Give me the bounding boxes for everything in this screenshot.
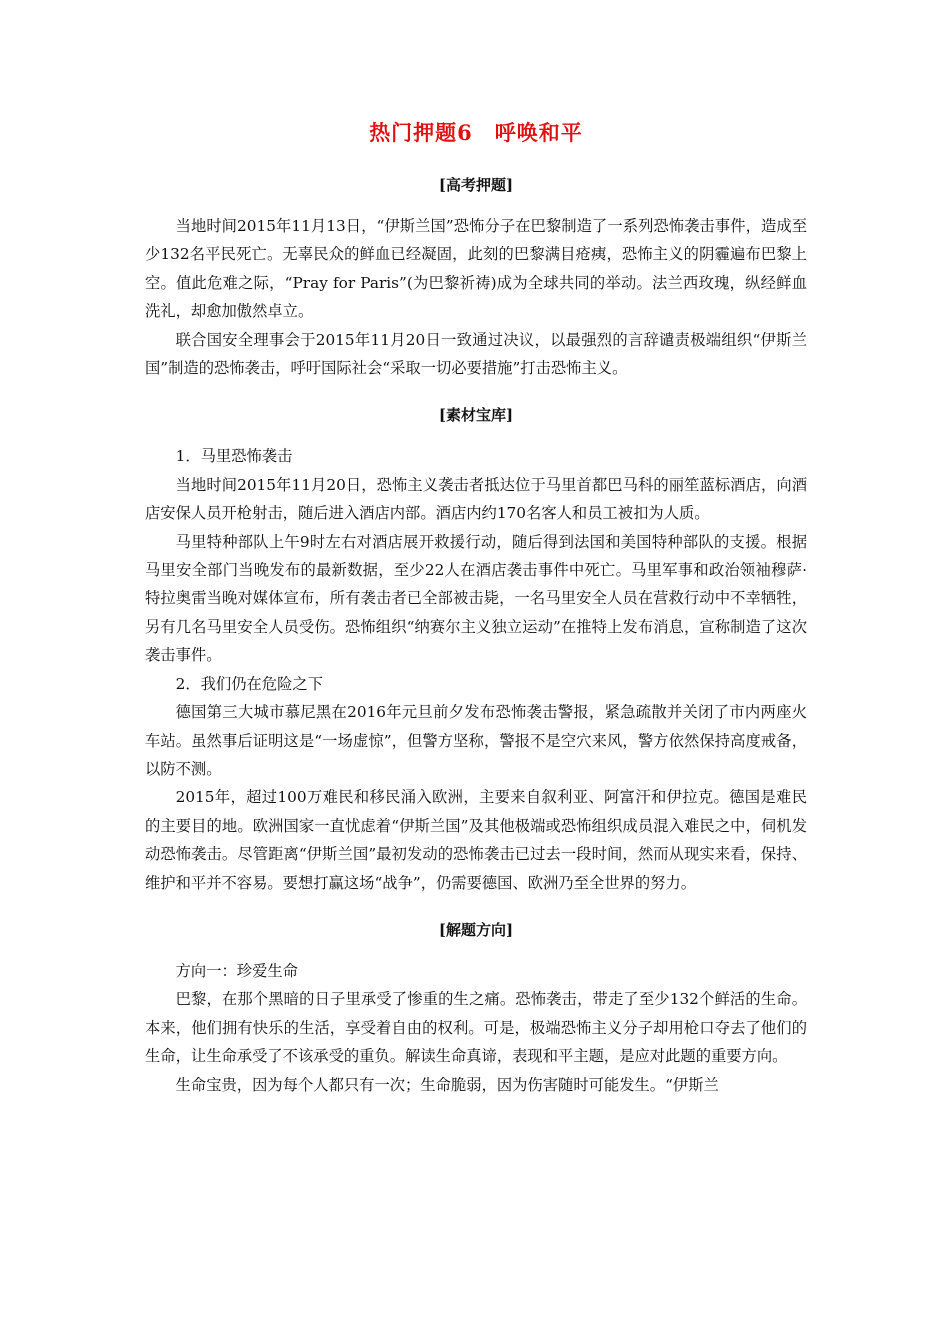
sucai-item-2-paragraph-1: 德国第三大城市慕尼黑在2016年元旦前夕发布恐怖袭击警报，紧急疏散并关闭了市内两座火车站。虽然事后证明这是“一场虚惊”，但警方坚称，警报不是空穴来风，警方依然保持高度戒备，以防不测。 (145, 703, 807, 778)
sucai-item-2-paragraph-2: 2015年，超过100万难民和移民涌入欧洲，主要来自叙利亚、阿富汗和伊拉克。德国是难民的主要目的地。欧洲国家一直忧虑着“伊斯兰国”及其他极端或恐怖组织成员混入难民之中，伺机发动恐怖袭击。尽管距离“伊斯兰国”最初发动的恐怖袭击已过去一段时间，然而从现实来看，保持、维护和平并不容易。要想打赢这场“战争”，仍需要德国、欧洲乃至全世界的努力。 (145, 788, 807, 892)
page-title: 热门押题6 呼唤和平 (369, 120, 583, 145)
sucai-item-1-title: 1．马里恐怖袭击 (175, 447, 293, 466)
sucai-item-1-paragraph-2: 马里特种部队上午9时左右对酒店展开救援行动，随后得到法国和美国特种部队的支援。根据马里安全部门当晚发布的最新数据，至少22人在酒店袭击事件中死亡。马里军事和政治领袖穆萨·特拉奥雷当晚对媒体宣布，所有袭击者已全部被击毙，一名马里安全人员在营救行动中不幸牺牲，另有几名马里安全人员受伤。恐怖组织“纳赛尔主义独立运动”在推特上发布消息，宣称制造了这次袭击事件。 (145, 532, 807, 665)
jieti-direction-1-paragraph-2: 生命宝贵，因为每个人都只有一次；生命脆弱，因为伤害随时可能发生。“伊斯兰 (175, 1075, 719, 1094)
document-page (145, 118, 807, 1099)
sucai-item-2-title: 2．我们仍在危险之下 (175, 674, 323, 693)
section-heading-jieti: [解题方向] (438, 920, 514, 939)
gaokao-paragraph-1: 当地时间2015年11月13日，“伊斯兰国”恐怖分子在巴黎制造了一系列恐怖袭击事件，造成至少132名平民死亡。无辜民众的鲜血已经凝固，此刻的巴黎满目疮痍，恐怖主义的阴霾遍布巴黎上空。值此危难之际，“Pray for Paris”(为巴黎祈祷)成为全球共同的举动。法兰西玫瑰，纵经鲜血洗礼，却愈加傲然卓立。 (145, 217, 807, 321)
sucai-item-1-paragraph-1: 当地时间2015年11月20日，恐怖主义袭击者抵达位于马里首都巴马科的丽笙蓝标酒店，向酒店安保人员开枪射击，随后进入酒店内部。酒店内约170名客人和员工被扣为人质。 (145, 475, 807, 523)
gaokao-paragraph-2: 联合国安全理事会于2015年11月20日一致通过决议，以最强烈的言辞谴责极端组织“伊斯兰国”制造的恐怖袭击，呼吁国际社会“采取一切必要措施”打击恐怖主义。 (145, 330, 807, 378)
jieti-direction-1-paragraph-1: 巴黎，在那个黑暗的日子里承受了惨重的生之痛。恐怖袭击，带走了至少132个鲜活的生命。本来，他们拥有快乐的生活，享受着自由的权利。可是，极端恐怖主义分子却用枪口夺去了他们的生命，让生命承受了不该承受的重负。解读生命真谛，表现和平主题，是应对此题的重要方向。 (145, 990, 807, 1066)
jieti-direction-1-title: 方向一：珍爱生命 (175, 961, 298, 980)
section-heading-sucai: [素材宝库] (438, 406, 514, 425)
section-heading-gaokao: [高考押题] (438, 176, 514, 194)
